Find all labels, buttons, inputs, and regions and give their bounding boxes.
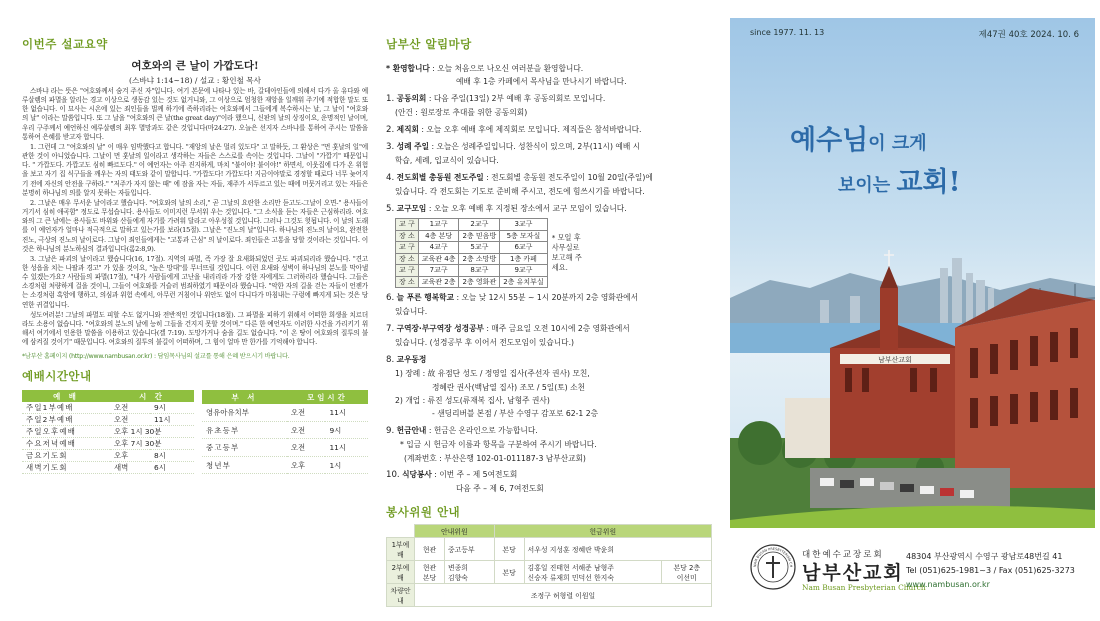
church-seal-icon	[750, 544, 796, 590]
table-row	[22, 462, 194, 474]
notice-item	[386, 202, 714, 216]
worship-time: 새벽	[110, 462, 150, 474]
worship-name: 주일오후예배	[22, 426, 110, 438]
group-cell: 5교구	[459, 242, 500, 254]
group-cell: 장 소	[396, 230, 419, 242]
group-cell: 장 소	[396, 276, 419, 288]
department-time: 오전	[287, 421, 326, 439]
group-cell: 5층 모자실	[500, 230, 548, 242]
notice-text-2: 있습니다. (성경공부 후 이어서 전도모임이 있습니다.)	[395, 338, 575, 348]
notice-number: 6.	[386, 293, 395, 304]
sermon-summary-heading: 이번주 설교요약	[22, 37, 108, 51]
sermon-paragraph: 1. 그런데 그 "여호와의 날" 이 매우 임박했다고 합니다. "재앙의 날은 멀리 있도다" 고 말하듯, 그 환상은 "먼 훗날의 일"에 관한 것이 아니었습니다. 그날이 먼 훗날의 일이라고 생각하는 자들은 스스로를 속이는 것입니다. 그날이 "가깝기" 때문입니다. " 가깝도다. 가깝고도 심히 빠르도다." 이 예언자는 아주 진지하게, 마치 "불이야! 불이야!" 하면서, 이웃집에 다가 온 위험을 보고 자기 집 식구들을 깨우는 자의 태도와 같이 말합니다. "가깝도다! 가깝도다! 지금이야말로 경정할 때로다 너무 늦어지기 전에 자신의 안전을 구하라." "저주가 자지 않는 때" 에 잠을 자는 자들, 재주가 서두르고 있는 때에 머뭇거리고 있는 자들은 분명히 하나님의 의를 알지 못하는 자들입니다.	[22, 142, 368, 197]
group-cell: 교 구	[396, 242, 419, 254]
denomination: 대한예수교장로회	[802, 550, 884, 560]
table-row	[202, 456, 368, 474]
notice-item	[386, 291, 714, 319]
church-name-english: Nam Busan Presbyterian Church	[802, 583, 926, 592]
church-photo	[730, 228, 1095, 528]
group-cell: 8교구	[459, 265, 500, 277]
group-cell: 2교구	[459, 219, 500, 231]
volunteer-location: 본당 2층	[673, 563, 700, 572]
issue-number: 제47권 40호 2024. 10. 6	[978, 30, 1079, 40]
notice-key: 늘 푸른 행복학교	[396, 293, 454, 303]
volunteer-names: 이선미	[676, 573, 697, 582]
volunteer-names: 신승자 류재희 민덕선 한지숙	[527, 573, 614, 582]
worship-hour: 6시	[150, 462, 194, 474]
members-news	[386, 353, 714, 421]
group-cell: 7교구	[418, 265, 459, 277]
worship-name: 주일1부예배	[22, 402, 110, 414]
volunteer-location: 현관	[422, 563, 437, 572]
group-meeting-table	[395, 218, 587, 288]
notice-item	[386, 322, 714, 350]
notice-text: : 매주 금요일 오전 10시에 2층 영화관에서	[483, 323, 630, 333]
table-row	[387, 537, 712, 560]
notice-number: 2.	[386, 124, 395, 135]
news-line: 2) 개업 : 류진 성도(류재복 집사, 남형주 권사)	[395, 395, 550, 405]
group-cell: 장 소	[396, 253, 419, 265]
group-cell: 3교구	[500, 219, 548, 231]
volunteers-heading: 봉사위원 안내	[386, 504, 461, 519]
sermon-title: 여호와의 큰 날이 가깝도다!	[131, 60, 259, 72]
news-line: - 샌딩리버블 본점 / 부산 수영구 감포로 62-1 2층	[432, 409, 599, 419]
notice-item	[386, 92, 714, 120]
service-label: 2부예배	[387, 560, 415, 583]
table-row	[22, 450, 194, 462]
slogan-line-2	[838, 160, 960, 199]
sermon-column	[22, 36, 368, 611]
website-link[interactable]: www.nambusan.or.kr	[906, 580, 990, 589]
department-time: 오후	[287, 456, 326, 474]
table-header: 부 서	[202, 390, 287, 404]
sermon-paragraph: 2. 그날은 매우 무서운 날이라고 했습니다. "여호와의 날의 소리," 곧 그날의 요란한 소리만 듣고도-그날이 오면-" 용사들이 거기서 심히 애곡함" 정도로 무섭습니다. 용사들도 이미지런 무서워 우는 것입니다. "그 소식을 듣는 자들은 근심하리라. 여호와의 그 큰 날에는 용사들도 바위와 산들에게 자기를 가려워 달라고 아우성칠 것입니다. 그러나 그것도 헛됩니다. 이 날의 도래를 이 예언자가 얼마나 적극적으로 말하고 있는가를 보라(15절). 그날은 "진노의 날"입니다. 하나님의 진노의 날이요, 완전한 진노, 극상의 진노의 날이로다. 그날이 죄인들에게는 "고통과 근심" 의 날이로다. 죄인들은 고통을 당할 것이라는 것입니다. 이것은 하나님의 분노하심의 결과입니다(롬2:8,9).	[22, 198, 368, 253]
slogan-word: 보이는	[838, 175, 897, 196]
department-name: 중고등부	[202, 439, 287, 457]
notice-number: 10.	[386, 469, 400, 480]
table-corner	[387, 524, 415, 537]
welcome-label: * 환영합니다	[386, 64, 430, 73]
notice-item	[386, 140, 714, 168]
notice-text-2: 다음 주 – 제 6, 7여전도회	[456, 484, 544, 494]
notice-text: : 오늘은 성례주일입니다. 성찬식이 있으며, 2부(11시) 예배 시	[429, 142, 641, 152]
church-steeple	[880, 288, 898, 350]
notice-number: 8.	[386, 354, 395, 365]
notice-text: : 헌금은 온라인으로 가능합니다.	[426, 425, 538, 435]
volunteer-location: 본당	[422, 573, 437, 582]
worship-time: 오전	[110, 402, 150, 414]
notice-item	[386, 171, 714, 199]
worship-time: 오후	[110, 450, 150, 462]
table-header: 안내위원	[415, 524, 495, 537]
church-building	[830, 348, 960, 458]
notice-text: : 오늘 오후 예배 후에 제직회로 모입니다. 제직들은 참석바랍니다.	[418, 124, 642, 134]
service-label: 차량안내	[387, 583, 415, 606]
notice-text-3: (계좌번호 : 부산은행 102-01-011187-3 남부산교회)	[404, 453, 586, 463]
worship-hour: 11시	[150, 414, 194, 426]
table-header: 헌금위원	[494, 524, 711, 537]
department-time: 오전	[287, 439, 326, 457]
table-row	[202, 421, 368, 439]
table-row	[22, 438, 194, 450]
department-time: 오전	[287, 404, 326, 422]
group-cell: 2층 유치부실	[500, 276, 548, 288]
volunteer-location: 현관	[415, 537, 445, 560]
notice-number: 7.	[386, 323, 395, 334]
table-row	[387, 583, 712, 606]
worship-time: 오후 1시 30분	[110, 426, 194, 438]
news-line: 1) 장례 : 故 유점단 성도 / 정영일 집사(주선자 권사) 모친,	[395, 369, 590, 379]
notice-key: 헌금안내	[396, 425, 427, 435]
notice-text: : 전도회별 총동원 전도주일이 10월 20일(주일)에	[483, 172, 653, 182]
table-header: 모임시간	[287, 390, 368, 404]
group-cell: 2층 소망방	[459, 253, 500, 265]
homepage-note: *남부산 홈페이지 (http://www.nambusan.or.kr) : 담임목사님의 설교를 통해 은혜 받으시기 바랍니다.	[22, 353, 290, 361]
volunteer-names: 변종희	[447, 563, 468, 572]
department-hour: 11시	[325, 439, 368, 457]
notice-text: : 다음 주일(13일) 2부 예배 후 공동의회로 모입니다.	[426, 93, 606, 103]
group-cell: 1층 카페	[500, 253, 548, 265]
group-cell: 교육관 4층	[418, 253, 459, 265]
sermon-reference: (스바냐 1:14~18) / 설교 : 황인철 목사	[129, 76, 261, 85]
notice-text-2: * 입금 시 헌금자 이름과 항목을 구분하여 주시기 바랍니다.	[400, 440, 597, 450]
notice-text-2: 있습니다.	[395, 307, 428, 317]
group-cell: 9교구	[500, 265, 548, 277]
table-row	[387, 560, 712, 583]
group-cell: 2층 믿음방	[459, 230, 500, 242]
worship-time: 오후 7시 30분	[110, 438, 194, 450]
offering-info	[386, 424, 714, 465]
cross-icon	[884, 250, 894, 266]
notice-number: 3.	[386, 142, 395, 153]
worship-schedule	[22, 390, 368, 474]
svg-text:NAM BUSAN PRESBYTERIAN CHURCH: NAM BUSAN PRESBYTERIAN CH	[752, 546, 794, 568]
volunteer-names: 김향숙	[447, 573, 468, 582]
group-cell: 교 구	[396, 265, 419, 277]
worship-name: 새벽기도회	[22, 462, 110, 474]
group-cell: 교 구	[396, 219, 419, 231]
volunteer-location: 본당	[494, 537, 524, 560]
service-label: 1부예배	[387, 537, 415, 560]
sermon-paragraph: 성도여러분! 그날의 파멸도 피할 수도 없거니와 전반적인 것입니다(18절). 그 파멸을 피하기 위해서 어떠한 희생을 치르더라도 소용이 없습니다. "여호와의 분노의 날에 능히 그들을 건지지 못할 것이며." 다른 한 예언자도 이러한 사건을 가리키기 위해서 여기에서 인용한 말씀을 이용하고 있습니다(겔 7:19). 도망가거나 숨을 길도 없습니다. "이 온 땅이 여호와의 질투의 불에 삼켜질 것이기" 때문입니다. 여호와의 질투의 불길이 어떠하며, 그 힘이 얼마 만 한가를 기억해야 합니다.	[22, 310, 368, 347]
slogan-word: 예수님	[790, 125, 869, 156]
department-name: 유초등부	[202, 421, 287, 439]
slogan-word: 이 크게	[868, 133, 927, 154]
volunteer-names: 조정구 허형렬 이원일	[415, 583, 712, 606]
volunteer-location: 본당	[494, 560, 524, 583]
table-header: 시 간	[110, 390, 194, 402]
department-hour: 9시	[325, 421, 368, 439]
church-info	[730, 528, 1095, 618]
news-line: 정혜란 권사(백남열 집사) 조모 / 5일(토) 소천	[432, 382, 585, 392]
volunteer-names: 김홍일 진태현 서해준 남형주	[527, 563, 614, 572]
worship-name: 주일2부예배	[22, 414, 110, 426]
notice-text-2: 있습니다. 각 전도회는 기도로 준비해 주시고, 전도에 힘쓰시기를 바랍니다.	[395, 187, 645, 197]
announcements-column	[386, 36, 714, 616]
department-name: 영유아유치부	[202, 404, 287, 422]
notice-key: 공동의회	[396, 93, 427, 103]
table-row	[22, 414, 194, 426]
department-times-table	[202, 390, 368, 474]
group-side-note: * 모일 후 사무실로 보고해 주세요.	[551, 233, 582, 273]
notice-key: 성례 주일	[396, 142, 430, 152]
volunteer-names: 서우성 지성훈 정혜란 박윤희	[524, 537, 711, 560]
notice-number: 9.	[386, 425, 395, 436]
welcome-text-2: 예배 후 1층 카페에서 목사님을 만나시기 바랍니다.	[456, 77, 627, 87]
notice-text-2: 학습, 세례, 입교식이 있습니다.	[395, 156, 499, 166]
notice-text: : 이번 주 – 제 5여전도회	[431, 469, 518, 479]
department-hour: 1시	[325, 456, 368, 474]
worship-schedule-heading: 예배시간안내	[22, 369, 92, 384]
address: 48304 부산광역시 수영구 광남로48번길 41	[906, 552, 1063, 561]
welcome-notice	[386, 62, 714, 89]
contact-block	[906, 550, 1075, 592]
group-cell: 6교구	[500, 242, 548, 254]
notice-key: 교구모임	[396, 203, 427, 213]
table-row	[202, 439, 368, 457]
notice-key: 제직회	[396, 124, 419, 134]
table-row	[22, 426, 194, 438]
table-row	[202, 404, 368, 422]
notice-key: 전도회별 총동원 전도주일	[396, 172, 484, 182]
phone-fax: Tel (051)625-1981~3 / Fax (051)625-3273	[906, 566, 1075, 575]
group-cell: 교육관 2층	[418, 276, 459, 288]
department-hour: 11시	[325, 404, 368, 422]
notice-text: : 오늘 낮 12시 55분 ~ 1시 20분까지 2층 영화관에서	[454, 293, 638, 303]
group-cell: 1교구	[418, 219, 459, 231]
table-row	[22, 402, 194, 414]
notice-number: 5.	[386, 203, 395, 214]
worship-hour: 8시	[150, 450, 194, 462]
department-name: 청년부	[202, 456, 287, 474]
church-sign-text: 남부산교회	[878, 356, 912, 364]
slogan-word: 교회!	[896, 167, 961, 198]
founded-date: since 1977. 11. 13	[750, 28, 825, 37]
worship-times-table	[22, 390, 194, 474]
worship-time: 오전	[110, 414, 150, 426]
sermon-paragraph: 3. 그날은 파괴의 날이라고 했습니다(16, 17절). 지역의 파멸, 즉 가장 잘 요새화되었던 곳도 파괴되리라 했습니다. "견고한 성읍을 치는 나팔과 경고" 가 있을 것이요, "높은 망대"를 무너뜨릴 것입니다. 이런 요새와 성벽이 하나님의 분노를 막아낼 수 있겠는가요? 사람들의 파멸(17절), "내가 사람들에게 고난을 내리리라 가장 강한 자에게도 그러하리라 했습니다. 그들은 소경처럼 처량하게 걸을 것이니, 그들이 여호와를 거슬러 범죄하였기 때문이라 했습니다. "악한 자의 길을 걷는 자들이 언젠가는 소경처럼 혹암에 행하고, 의심과 위험 속에서, 아무런 거침이나 위안도 없이 다니다가 마침내는 구렁에 빠지게 되는 것은 당연한 귀결입니다.	[22, 254, 368, 309]
notice-key: 구역장·부구역장 성경공부	[396, 323, 484, 333]
volunteer-names: 중고등부	[444, 537, 494, 560]
notice-item	[386, 123, 714, 137]
cover-panel	[730, 18, 1095, 528]
meal-service	[386, 468, 714, 496]
steeple-top	[880, 266, 898, 288]
notice-number: 4.	[386, 172, 395, 183]
notice-key: 식당봉사	[402, 469, 432, 479]
announcements-heading: 남부산 알림마당	[386, 37, 472, 51]
church-name: 남부산교회	[802, 562, 904, 584]
group-cell: 4층 본당	[418, 230, 459, 242]
notice-text-2: (안건 : 원로장로 추대를 위한 공동의회)	[395, 108, 528, 118]
notice-number: 1.	[386, 93, 395, 104]
group-cell: 4교구	[418, 242, 459, 254]
worship-name: 수요저녁예배	[22, 438, 110, 450]
notice-key: 교우동정	[396, 354, 427, 364]
worship-hour: 9시	[150, 402, 194, 414]
worship-name: 금요기도회	[22, 450, 110, 462]
group-cell: 2층 영화관	[459, 276, 500, 288]
sermon-paragraph: 스바냐 라는 뜻은 "여호와께서 숨겨 주신 자"입니다. 여기 본문에 나타나 있는 바, 갈데아인들에 의해서 다가 올 유다와 예루살렘의 파멸을 알리는 경고 이상으로 생동감 있는 것도 없거니와, 그 이상으로 엄청한 재앙을 일깨워 주기에 적합한 말도 또한 없습니다. 이 묘사는 시온에 있는 죄인들을 벌께 하기에 족하리라는 여호와께서 그들에게 복수하시는 날, 그 날이 "여호와의 날" 이라는 말씀입니다. 또 그 날을 "여호와의 큰 날(the great day)"이라 했으니, 신판의 날의 상징이요, 운명적인 날이며, 우리 구주께서 예언하신 예루살렘의 최후 멸망과도 같은 것입니다(마24:27). 오늘은 선지자 스바냐를 통하여 주시는 말씀을 통하여 은혜를 받고자 합니다.	[22, 87, 368, 141]
slogan-line-1	[790, 118, 927, 157]
volunteers-table	[386, 524, 712, 607]
table-header: 예 배	[22, 390, 110, 402]
welcome-text: : 오늘 처음으로 나오신 여러분을 환영합니다.	[429, 64, 584, 73]
notice-text: : 오늘 오후 예배 후 지정된 장소에서 교구 모임이 있습니다.	[426, 203, 627, 213]
